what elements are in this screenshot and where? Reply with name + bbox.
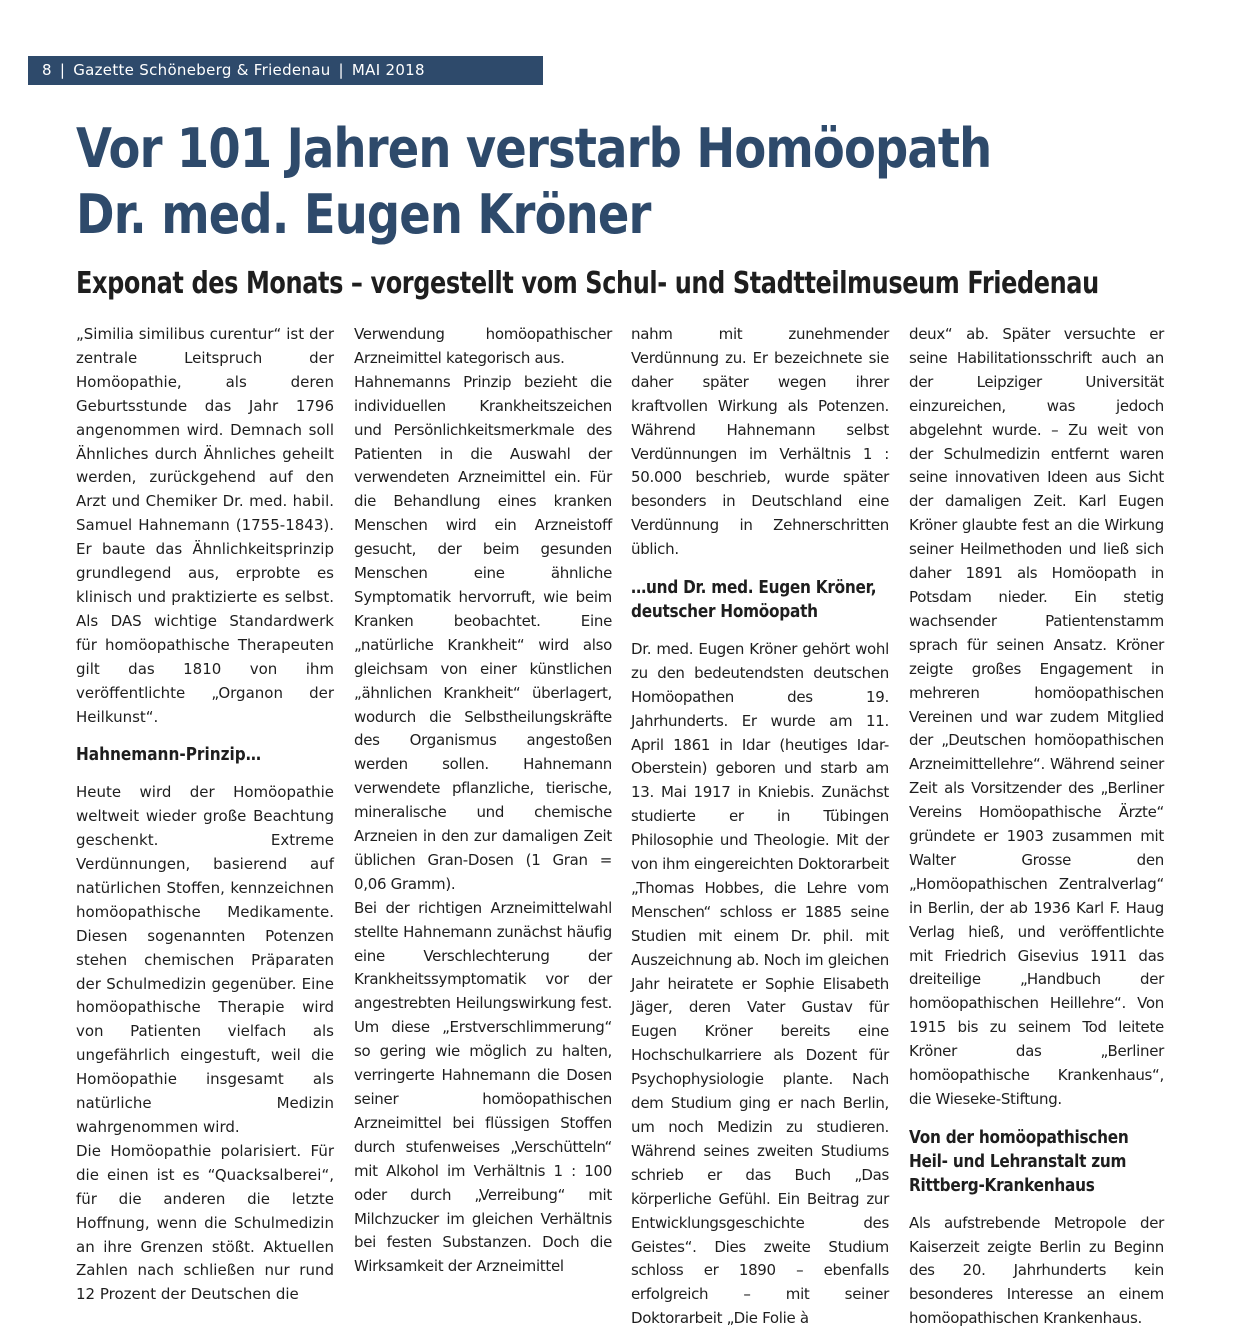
issue-date: MAI 2018 — [351, 61, 425, 79]
publication-name: Gazette Schöneberg & Friedenau — [73, 61, 331, 79]
section-heading-line-1: …und Dr. med. Eugen Kröner, — [631, 577, 877, 599]
text-column-2 — [354, 323, 612, 1279]
section-heading-line-2: deutscher Homöopath — [631, 600, 818, 622]
header-separator: | — [59, 61, 66, 79]
page-header-bar — [28, 56, 543, 85]
section-heading-line-1: Von der homöopathischen — [909, 1126, 1129, 1148]
section-heading-line-2: Heil- und Lehranstalt zum — [909, 1150, 1127, 1172]
article-headline — [76, 116, 1022, 248]
paragraph: deux“ ab. Später versuchte er seine Habilitationsschrift auch an der Leipziger Universität einzureichen, was jedoch abgelehnt wurde. – Zu weit von der Schulmedizin entfernt waren seine innovativen Ideen aus Sicht der damaligen Zeit. Karl Eugen Kröner glaubte fest an die Wirkung seiner Heilmethoden und ließ sich daher 1891 als Homöopath in Potsdam nieder. Ein stetig wachsender Patientenstamm sprach für seinen Ansatz. Kröner zeigte großes Engagement in mehreren homöopathischen Vereinen und war zudem Mitglied der „Deutschen homöopathischen Arzneimittellehre“. Während seiner Zeit als Vorsitzender des „Berliner Vereins Homöopathische Ärzte“ gründete er 1903 zusammen mit Walter Grosse den „Homöopathischen Zentralverlag“ in Berlin, der ab 1936 Karl F. Haug Verlag hieß, und veröffentlichte mit Friedrich Gisevius 1911 das dreiteilige „Handbuch der homöopathischen Heillehre“. Von 1915 bis zu seinem Tod leitete Kröner das „Berliner homöopathische Krankenhaus“, die Wieseke-Stiftung. — [909, 325, 1164, 1108]
paragraph: Die Homöopathie polarisiert. Für die einen ist es “Quacksalberei“, für die anderen die letzte Hoffnung, wenn die Schulmedizin an ihre Grenzen stößt. Aktuellen Zahlen nach schließen nur rund 12 Prozent der Deutschen die — [76, 1141, 334, 1304]
text-column-3 — [631, 323, 889, 1331]
section-heading: Hahnemann-Prinzip… — [76, 744, 261, 766]
section-heading-line-3: Rittberg-Krankenhaus — [909, 1174, 1095, 1196]
paragraph: Verwendung homöopathischer Arzneimittel kategorisch aus. — [354, 325, 612, 367]
text-column-1 — [76, 323, 334, 1307]
headline-line-1: Vor 101 Jahren verstarb Homöopath — [76, 117, 992, 180]
paragraph: Als aufstrebende Metropole der Kaiserzeit zeigte Berlin zu Beginn des 20. Jahrhunderts kein besonderes Interesse an einem homöopathischen Krankenhaus. — [909, 1213, 1164, 1328]
headline-line-2: Dr. med. Eugen Kröner — [76, 183, 651, 246]
paragraph: Hahnemanns Prinzip bezieht die individuellen Krankheitszeichen und Persönlichkeitsmerkmale des Patienten in die Auswahl der verwendeten Arzneimittel ein. Für die Behandlung eines kranken Menschen wird ein Arzneistoff gesucht, der beim gesunden Menschen eine ähnliche Symptomatik hervorruft, wie beim Kranken beobachtet. Eine „natürliche Krankheit“ wird also gleichsam von einer künstlichen „ähnlichen Krankheit“ überlagert, wodurch die Selbstheilungskräfte des Organismus angestoßen werden sollen. Hahnemann verwendete pflanzliche, tierische, mineralische und chemische Arzneien in den zur damaligen Zeit üblichen Gran-Dosen (1 Gran = 0,06 Gramm). — [354, 372, 612, 893]
paragraph: „Similia similibus curentur“ ist der zentrale Leitspruch der Homöopathie, als deren Geburtsstunde das Jahr 1796 angenommen wird. Demnach soll Ähnliches durch Ähnliches geheilt werden, zurückgehend auf den Arzt und Chemiker Dr. med. habil. Samuel Hahnemann (1755-1843). Er baute das Ähnlichkeitsprinzip grundlegend aus, erprobte es klinisch und praktizierte es selbst. Als DAS wichtige Standardwerk für homöopathische Therapeuten gilt das 1810 von ihm veröffentlichte „Organon der Heilkunst“. — [76, 325, 334, 726]
paragraph: Dr. med. Eugen Kröner gehört wohl zu den bedeutendsten deutschen Homöopathen des 19. Jahrhunderts. Er wurde am 11. April 1861 in Idar (heutiges Idar-Oberstein) geboren und starb am 13. Mai 1917 in Kniebis. Zunächst studierte er in Tübingen Philosophie und Theologie. Mit der von ihm eingereichten Doktorarbeit „Thomas Hobbes, die Lehre vom Menschen“ schloss er 1885 seine Studien mit einem Dr. phil. mit Auszeichnung ab. Noch im gleichen Jahr heiratete er Sophie Elisabeth Jäger, deren Vater Gustav für Eugen Kröner bereits eine Hochschulkarriere als Dozent für Psychophysiologie plante. Nach dem Studium ging er nach Berlin, um noch Medizin zu studieren. Während seines zweiten Studiums schrieb er das Buch „Das körperliche Gefühl. Ein Beitrag zur Entwicklungsgeschichte des Geistes“. Dies zweite Studium schloss er 1890 – ebenfalls erfolgreich – mit seiner Doktorarbeit „Die Folie à — [631, 639, 890, 1328]
paragraph: nahm mit zunehmender Verdünnung zu. Er bezeichnete sie daher später wegen ihrer kraftvollen Wirkung als Potenzen. Während Hahnemann selbst Verdünnungen im Verhältnis 1 : 50.000 beschrieb, wurde später besonders in Deutschland eine Verdünnung in Zehnerschritten üblich. — [631, 325, 889, 559]
page-number: 8 — [42, 61, 52, 79]
text-column-4 — [909, 323, 1164, 1331]
paragraph: Heute wird der Homöopathie weltweit wieder große Beachtung geschenkt. Extreme Verdünnungen, basierend auf natürlichen Stoffen, kennzeichnen homöopathische Medikamente. Diesen sogenannten Potenzen stehen chemischen Präparaten der Schulmedizin gegenüber. Eine homöopathische Therapie wird von Patienten vielfach als ungefährlich eingestuft, weil die Homöopathie insgesamt als natürliche Medizin wahrgenommen wird. — [76, 783, 334, 1136]
header-separator: | — [338, 61, 344, 79]
article-subheadline: Exponat des Monats – vorgestellt vom Schul- und Stadtteilmuseum Friedenau — [76, 266, 1099, 301]
paragraph: Bei der richtigen Arzneimittelwahl stellte Hahnemann zunächst häufig eine Verschlechterung der Krankheitssymptomatik vor der angestrebten Heilungswirkung fest. Um diese „Erstverschlimmerung“ so gering wie möglich zu halten, verringerte Hahnemann die Dosen seiner homöopathischen Arzneimittel bei flüssigen Stoffen durch stufenweises „Verschütteln“ mit Alkohol im Verhältnis 1 : 100 oder durch „Verreibung“ mit Milchzucker im gleichen Verhältnis bei festen Substanzen. Doch die Wirksamkeit der Arzneimittel — [354, 898, 612, 1276]
